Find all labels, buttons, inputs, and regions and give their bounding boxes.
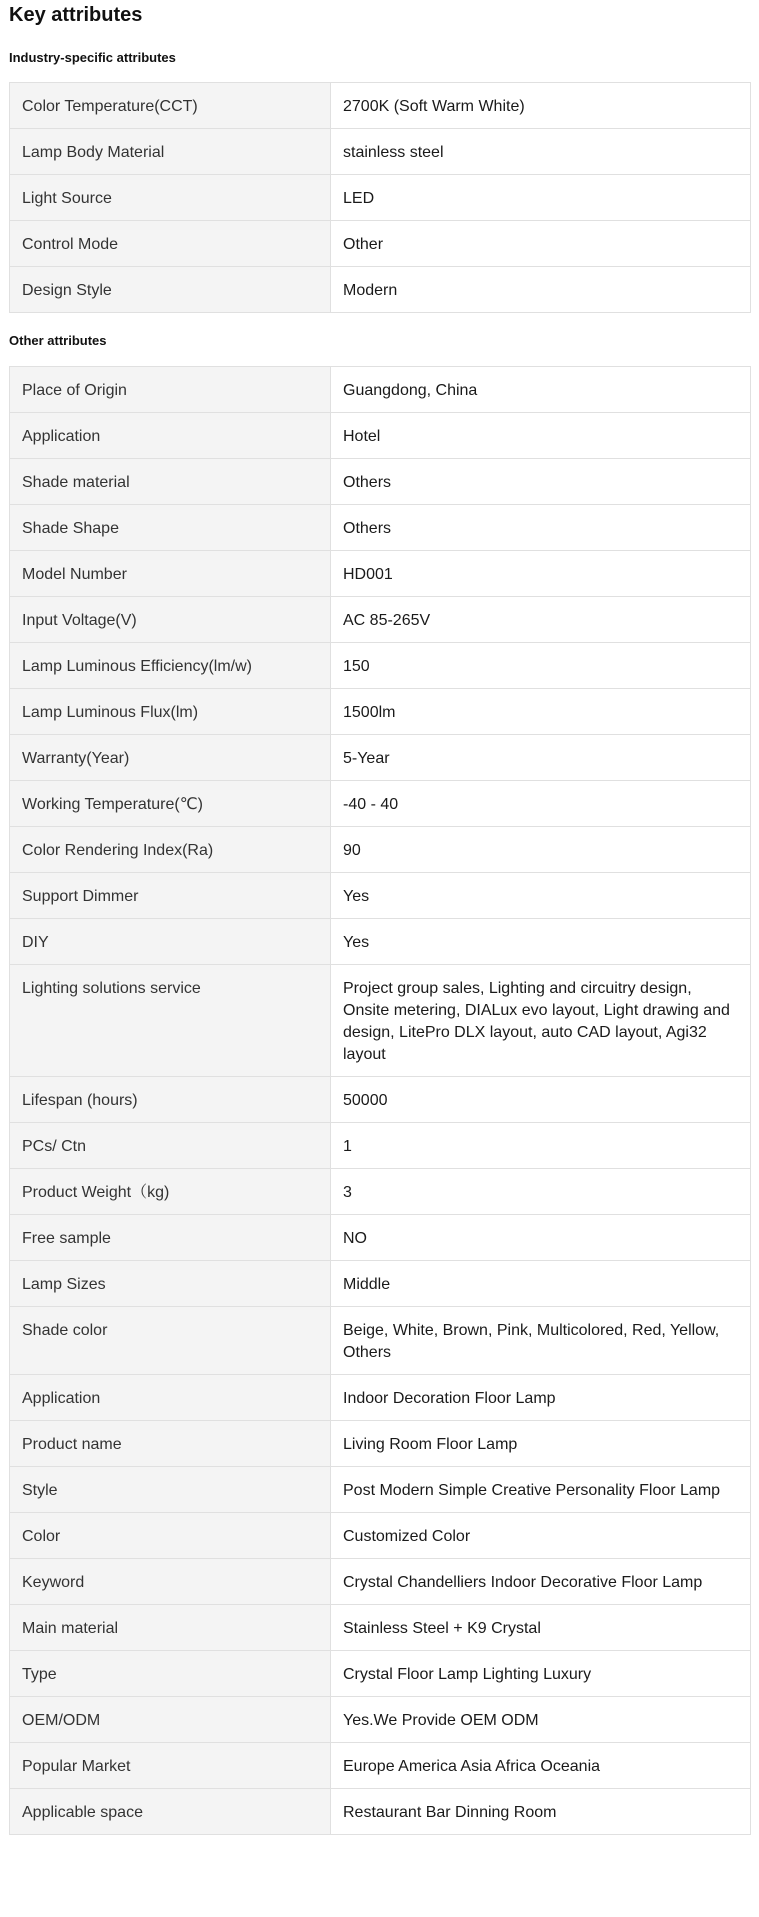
attribute-key: Shade material — [10, 459, 331, 505]
attribute-key: Keyword — [10, 1559, 331, 1605]
attribute-row — [10, 1123, 751, 1169]
page-title: Key attributes — [9, 4, 143, 26]
attribute-row — [10, 1077, 751, 1123]
attribute-key: Lamp Luminous Flux(lm) — [10, 689, 331, 735]
attribute-row — [10, 83, 751, 129]
attribute-row — [10, 597, 751, 643]
attribute-row — [10, 689, 751, 735]
attribute-value: Modern — [331, 267, 751, 313]
attribute-value: 150 — [331, 643, 751, 689]
attribute-row — [10, 1421, 751, 1467]
attribute-key: Shade color — [10, 1307, 331, 1375]
attribute-row — [10, 129, 751, 175]
attribute-key: Color — [10, 1513, 331, 1559]
attribute-row — [10, 1513, 751, 1559]
attribute-key: Lifespan (hours) — [10, 1077, 331, 1123]
attribute-value: Living Room Floor Lamp — [331, 1421, 751, 1467]
attribute-value: 2700K (Soft Warm White) — [331, 83, 751, 129]
attribute-row — [10, 505, 751, 551]
attribute-key: Popular Market — [10, 1743, 331, 1789]
attribute-row — [10, 643, 751, 689]
attribute-value: Hotel — [331, 413, 751, 459]
attribute-key: Applicable space — [10, 1789, 331, 1835]
attribute-value: Yes — [331, 873, 751, 919]
attribute-key: OEM/ODM — [10, 1697, 331, 1743]
attribute-row — [10, 781, 751, 827]
attribute-value: 50000 — [331, 1077, 751, 1123]
attribute-key: Style — [10, 1467, 331, 1513]
attribute-row — [10, 551, 751, 597]
attribute-key: Lamp Luminous Efficiency(lm/w) — [10, 643, 331, 689]
attribute-row — [10, 1743, 751, 1789]
attribute-value: Yes.We Provide OEM ODM — [331, 1697, 751, 1743]
attribute-row — [10, 367, 751, 413]
attribute-value: Others — [331, 459, 751, 505]
attribute-row — [10, 827, 751, 873]
attribute-key: Product Weight（kg) — [10, 1169, 331, 1215]
attribute-row — [10, 1261, 751, 1307]
attribute-row — [10, 873, 751, 919]
attribute-value: Project group sales, Lighting and circuitry design, Onsite metering, DIALux evo layout, Light drawing and design, LitePro DLX layout, auto CAD layout, Agi32 layout — [331, 965, 751, 1077]
attribute-row — [10, 1467, 751, 1513]
attribute-value: Customized Color — [331, 1513, 751, 1559]
attribute-value: Beige, White, Brown, Pink, Multicolored, Red, Yellow, Others — [331, 1307, 751, 1375]
attribute-row — [10, 1169, 751, 1215]
attribute-row — [10, 919, 751, 965]
attribute-key: Color Temperature(CCT) — [10, 83, 331, 129]
other-attributes-body — [10, 367, 751, 1835]
industry-attributes-heading: Industry-specific attributes — [9, 50, 176, 65]
attribute-value: Indoor Decoration Floor Lamp — [331, 1375, 751, 1421]
attribute-key: Type — [10, 1651, 331, 1697]
attribute-value: NO — [331, 1215, 751, 1261]
other-attributes-heading: Other attributes — [9, 333, 107, 348]
attribute-value: Crystal Chandelliers Indoor Decorative Floor Lamp — [331, 1559, 751, 1605]
attribute-key: Place of Origin — [10, 367, 331, 413]
attribute-key: Product name — [10, 1421, 331, 1467]
attribute-value: Others — [331, 505, 751, 551]
attribute-row — [10, 1697, 751, 1743]
attribute-key: Support Dimmer — [10, 873, 331, 919]
attribute-value: Other — [331, 221, 751, 267]
attribute-key: Free sample — [10, 1215, 331, 1261]
attribute-value: AC 85-265V — [331, 597, 751, 643]
attribute-value: Restaurant Bar Dinning Room — [331, 1789, 751, 1835]
attribute-value: stainless steel — [331, 129, 751, 175]
attribute-key: Model Number — [10, 551, 331, 597]
attribute-value: Stainless Steel + K9 Crystal — [331, 1605, 751, 1651]
attribute-key: Application — [10, 1375, 331, 1421]
attribute-value: Middle — [331, 1261, 751, 1307]
attribute-key: PCs/ Ctn — [10, 1123, 331, 1169]
attribute-row — [10, 413, 751, 459]
attribute-key: Application — [10, 413, 331, 459]
attribute-value: 1 — [331, 1123, 751, 1169]
attribute-value: 5-Year — [331, 735, 751, 781]
attribute-row — [10, 221, 751, 267]
attribute-value: Guangdong, China — [331, 367, 751, 413]
industry-attributes-body — [10, 83, 751, 313]
other-attributes-table — [9, 366, 751, 1835]
attribute-value: 90 — [331, 827, 751, 873]
attribute-row — [10, 267, 751, 313]
attribute-row — [10, 1789, 751, 1835]
attribute-key: Input Voltage(V) — [10, 597, 331, 643]
industry-attributes-table — [9, 82, 751, 313]
attribute-row — [10, 1307, 751, 1375]
attribute-value: Post Modern Simple Creative Personality Floor Lamp — [331, 1467, 751, 1513]
attribute-key: Color Rendering Index(Ra) — [10, 827, 331, 873]
attribute-value: 1500lm — [331, 689, 751, 735]
attribute-key: Lighting solutions service — [10, 965, 331, 1077]
attribute-row — [10, 735, 751, 781]
attribute-row — [10, 965, 751, 1077]
attribute-value: HD001 — [331, 551, 751, 597]
attribute-value: Crystal Floor Lamp Lighting Luxury — [331, 1651, 751, 1697]
attribute-row — [10, 1375, 751, 1421]
attribute-key: Control Mode — [10, 221, 331, 267]
attribute-row — [10, 175, 751, 221]
attribute-value: 3 — [331, 1169, 751, 1215]
attribute-key: Lamp Body Material — [10, 129, 331, 175]
attribute-row — [10, 1605, 751, 1651]
attribute-row — [10, 459, 751, 505]
attribute-row — [10, 1559, 751, 1605]
attribute-key: Working Temperature(℃) — [10, 781, 331, 827]
attribute-key: Shade Shape — [10, 505, 331, 551]
attribute-key: DIY — [10, 919, 331, 965]
attribute-key: Warranty(Year) — [10, 735, 331, 781]
attribute-key: Light Source — [10, 175, 331, 221]
attribute-key: Main material — [10, 1605, 331, 1651]
attribute-row — [10, 1651, 751, 1697]
attribute-value: LED — [331, 175, 751, 221]
attribute-value: Yes — [331, 919, 751, 965]
attribute-key: Lamp Sizes — [10, 1261, 331, 1307]
attribute-value: Europe America Asia Africa Oceania — [331, 1743, 751, 1789]
attribute-value: -40 - 40 — [331, 781, 751, 827]
attribute-key: Design Style — [10, 267, 331, 313]
attribute-row — [10, 1215, 751, 1261]
